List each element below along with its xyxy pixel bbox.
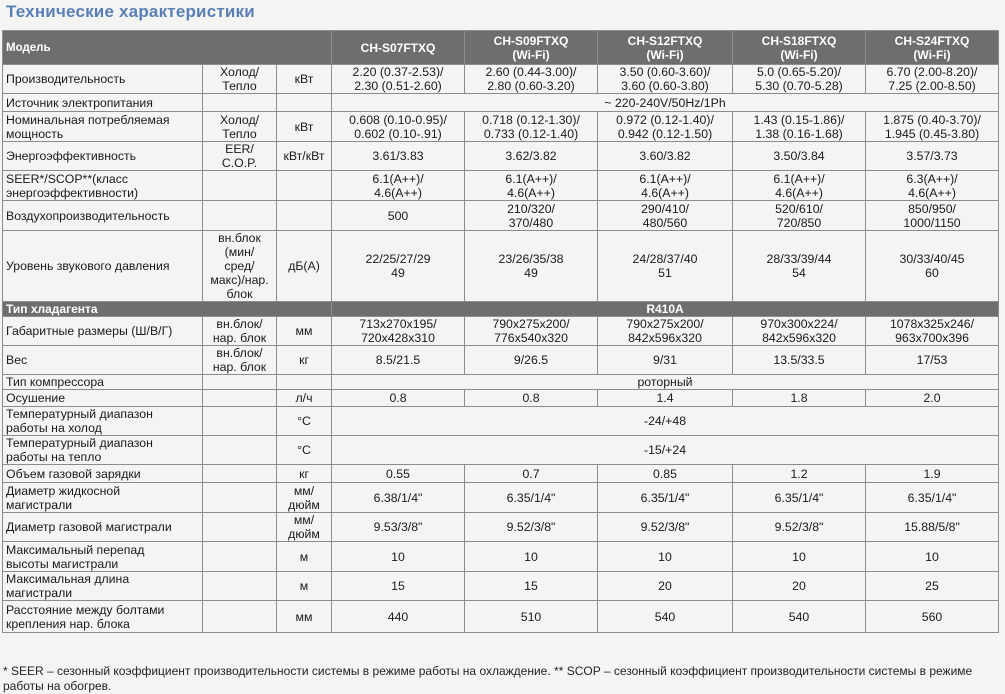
spec-row (3, 572, 999, 601)
spec-row (3, 542, 999, 572)
spec-value: 6.1(A++)/ 4.6(A++) (598, 171, 733, 201)
spec-value: 13.5/33.5 (733, 346, 866, 375)
spec-value: 22/25/27/29 49 (332, 231, 465, 302)
model-name: CH-S12FTXQ (Wi-Fi) (598, 31, 733, 65)
model-name: CH-S09FTXQ (Wi-Fi) (465, 31, 598, 65)
spec-value: 790x275x200/ 776x540x320 (465, 317, 598, 346)
spec-unit: кг (277, 465, 332, 483)
spec-value: 6.70 (2.00-8.20)/ 7.25 (2.00-8.50) (866, 65, 999, 94)
spec-value: 6.1(A++)/ 4.6(A++) (332, 171, 465, 201)
spec-value: 790x275x200/ 842x596x320 (598, 317, 733, 346)
spec-value-all: роторный (332, 375, 999, 390)
spec-value: 540 (598, 601, 733, 633)
spec-value: 15 (465, 572, 598, 601)
spec-value: 24/28/37/40 51 (598, 231, 733, 302)
spec-value: 510 (465, 601, 598, 633)
spec-unit: °С (277, 407, 332, 436)
spec-name: Вес (3, 346, 203, 375)
spec-value: 6.35/1/4" (598, 483, 733, 513)
spec-unit: кВт (277, 65, 332, 94)
spec-value: 540 (733, 601, 866, 633)
spec-row (3, 112, 999, 142)
spec-value: 0.608 (0.10-0.95)/ 0.602 (0.10-.91) (332, 112, 465, 142)
spec-unit: мм (277, 317, 332, 346)
spec-sub (203, 436, 277, 465)
spec-value: 10 (866, 542, 999, 572)
spec-value: 1.2 (733, 465, 866, 483)
spec-value: 2.0 (866, 390, 999, 407)
spec-name: Расстояние между болтами крепления нар. блока (3, 601, 203, 633)
spec-sub: Холод/ Тепло (203, 112, 277, 142)
spec-sub (203, 201, 277, 231)
model-header-label: Модель (3, 31, 332, 65)
spec-value: 850/950/ 1000/1150 (866, 201, 999, 231)
spec-row (3, 346, 999, 375)
spec-value: 5.0 (0.65-5.20)/ 5.30 (0.70-5.28) (733, 65, 866, 94)
spec-name: Температурный диапазон работы на холод (3, 407, 203, 436)
spec-name: Диаметр жидкосной магистрали (3, 483, 203, 513)
spec-name: Максимальный перепад высоты магистрали (3, 542, 203, 572)
spec-row (3, 375, 999, 390)
spec-value-all: ~ 220-240V/50Hz/1Ph (332, 94, 999, 112)
spec-value: 6.35/1/4" (866, 483, 999, 513)
spec-name: Уровень звукового давления (3, 231, 203, 302)
spec-name: Габаритные размеры (Ш/В/Г) (3, 317, 203, 346)
spec-value: 10 (598, 542, 733, 572)
spec-value: 17/53 (866, 346, 999, 375)
spec-sub (203, 542, 277, 572)
spec-sub: вн.блок (мин/ сред/ макс)/нар. блок (203, 231, 277, 302)
spec-value: 10 (332, 542, 465, 572)
spec-value: 9.52/3/8" (733, 513, 866, 542)
spec-sub: Холод/ Тепло (203, 65, 277, 94)
spec-name: Номинальная потребляемая мощность (3, 112, 203, 142)
spec-row (3, 436, 999, 465)
spec-value: 210/320/ 370/480 (465, 201, 598, 231)
spec-row (3, 601, 999, 633)
spec-value: 0.85 (598, 465, 733, 483)
spec-value: 970x300x224/ 842x596x320 (733, 317, 866, 346)
spec-value: 3.57/3.73 (866, 142, 999, 171)
spec-unit (277, 201, 332, 231)
spec-unit (277, 94, 332, 112)
spec-unit: кг (277, 346, 332, 375)
spec-row (3, 94, 999, 112)
spec-name: Энергоэффективность (3, 142, 203, 171)
spec-sub (203, 407, 277, 436)
spec-name: Объем газовой зарядки (3, 465, 203, 483)
spec-name: Осушение (3, 390, 203, 407)
spec-row (3, 142, 999, 171)
spec-unit: кВт (277, 112, 332, 142)
spec-unit: мм/ дюйм (277, 513, 332, 542)
spec-name: Диаметр газовой магистрали (3, 513, 203, 542)
spec-value: 0.8 (465, 390, 598, 407)
spec-row (3, 513, 999, 542)
spec-value: 3.61/3.83 (332, 142, 465, 171)
spec-row (3, 483, 999, 513)
spec-row (3, 171, 999, 201)
spec-name: SEER*/SCOP**(класс энергоэффективности) (3, 171, 203, 201)
spec-sub: вн.блок/ нар. блок (203, 346, 277, 375)
spec-value: 3.62/3.82 (465, 142, 598, 171)
spec-row (3, 317, 999, 346)
spec-value: 0.55 (332, 465, 465, 483)
spec-value: 0.972 (0.12-1.40)/ 0.942 (0.12-1.50) (598, 112, 733, 142)
spec-value: 560 (866, 601, 999, 633)
spec-name: Производительность (3, 65, 203, 94)
spec-value: 500 (332, 201, 465, 231)
spec-name: Источник электропитания (3, 94, 203, 112)
spec-unit: м (277, 572, 332, 601)
spec-row (3, 231, 999, 302)
model-name: CH-S07FTXQ (332, 31, 465, 65)
spec-value: 1.4 (598, 390, 733, 407)
spec-value: 8.5/21.5 (332, 346, 465, 375)
specs-table (2, 30, 999, 633)
spec-value: 6.1(A++)/ 4.6(A++) (465, 171, 598, 201)
spec-value: 713x270x195/ 720x428x310 (332, 317, 465, 346)
spec-value: 3.60/3.82 (598, 142, 733, 171)
spec-unit: мм (277, 601, 332, 633)
model-name: CH-S18FTXQ (Wi-Fi) (733, 31, 866, 65)
spec-value: 520/610/ 720/850 (733, 201, 866, 231)
spec-unit: кВт/кВт (277, 142, 332, 171)
spec-row (3, 65, 999, 94)
spec-value: 2.20 (0.37-2.53)/ 2.30 (0.51-2.60) (332, 65, 465, 94)
spec-value: 3.50/3.84 (733, 142, 866, 171)
spec-unit: °С (277, 436, 332, 465)
spec-sub (203, 465, 277, 483)
spec-sub (203, 601, 277, 633)
spec-value: 6.3(A++)/ 4.6(A++) (866, 171, 999, 201)
spec-value: 3.50 (0.60-3.60)/ 3.60 (0.60-3.80) (598, 65, 733, 94)
spec-sub (203, 390, 277, 407)
spec-row (3, 407, 999, 436)
spec-value: 6.38/1/4" (332, 483, 465, 513)
refrigerant-value: R410A (332, 302, 999, 317)
spec-value: 10 (733, 542, 866, 572)
spec-sub (203, 375, 277, 390)
page-title: Технические характеристики (6, 2, 255, 21)
spec-value: 1078x325x246/ 963x700x396 (866, 317, 999, 346)
spec-value: 2.60 (0.44-3.00)/ 2.80 (0.60-3.20) (465, 65, 598, 94)
spec-value-all: -24/+48 (332, 407, 999, 436)
spec-name: Температурный диапазон работы на тепло (3, 436, 203, 465)
spec-unit: дБ(А) (277, 231, 332, 302)
spec-sub (203, 94, 277, 112)
spec-unit (277, 171, 332, 201)
refrigerant-row (3, 302, 999, 317)
spec-value: 440 (332, 601, 465, 633)
spec-row (3, 201, 999, 231)
spec-value: 0.718 (0.12-1.30)/ 0.733 (0.12-1.40) (465, 112, 598, 142)
spec-value: 20 (733, 572, 866, 601)
spec-name: Тип компрессора (3, 375, 203, 390)
header-row (3, 31, 999, 65)
spec-sub (203, 513, 277, 542)
spec-value: 20 (598, 572, 733, 601)
spec-value: 1.9 (866, 465, 999, 483)
spec-name: Максимальная длина магистрали (3, 572, 203, 601)
spec-value: 25 (866, 572, 999, 601)
spec-value: 9.52/3/8" (598, 513, 733, 542)
spec-unit: л/ч (277, 390, 332, 407)
spec-value: 9.52/3/8" (465, 513, 598, 542)
spec-sub: EER/ C.O.P. (203, 142, 277, 171)
spec-row (3, 465, 999, 483)
spec-value: 30/33/40/45 60 (866, 231, 999, 302)
spec-unit: м (277, 542, 332, 572)
spec-value: 6.35/1/4" (465, 483, 598, 513)
footnote: * SEER – сезонный коэффициент производительности системы в режиме работы на охлаждение. ** SCOP – сезонный коэффициент производительности системы в режиме работы на обогрев. (3, 664, 973, 693)
spec-value: 1.8 (733, 390, 866, 407)
spec-value: 290/410/ 480/560 (598, 201, 733, 231)
spec-row (3, 390, 999, 407)
refrigerant-label: Тип хладагента (3, 302, 332, 317)
spec-value: 1.875 (0.40-3.70)/ 1.945 (0.45-3.80) (866, 112, 999, 142)
spec-value: 15.88/5/8" (866, 513, 999, 542)
spec-value: 10 (465, 542, 598, 572)
spec-value: 23/26/35/38 49 (465, 231, 598, 302)
spec-value: 6.1(A++)/ 4.6(A++) (733, 171, 866, 201)
spec-value-all: -15/+24 (332, 436, 999, 465)
model-name: CH-S24FTXQ (Wi-Fi) (866, 31, 999, 65)
spec-value: 1.43 (0.15-1.86)/ 1.38 (0.16-1.68) (733, 112, 866, 142)
spec-sub: вн.блок/ нар. блок (203, 317, 277, 346)
spec-value: 28/33/39/44 54 (733, 231, 866, 302)
spec-sub (203, 483, 277, 513)
spec-unit: мм/ дюйм (277, 483, 332, 513)
spec-sub (203, 171, 277, 201)
spec-sub (203, 572, 277, 601)
spec-value: 6.35/1/4" (733, 483, 866, 513)
spec-value: 9.53/3/8" (332, 513, 465, 542)
spec-name: Воздухопроизводительность (3, 201, 203, 231)
spec-value: 0.7 (465, 465, 598, 483)
spec-value: 15 (332, 572, 465, 601)
spec-value: 9/31 (598, 346, 733, 375)
spec-value: 0.8 (332, 390, 465, 407)
spec-unit (277, 375, 332, 390)
spec-value: 9/26.5 (465, 346, 598, 375)
